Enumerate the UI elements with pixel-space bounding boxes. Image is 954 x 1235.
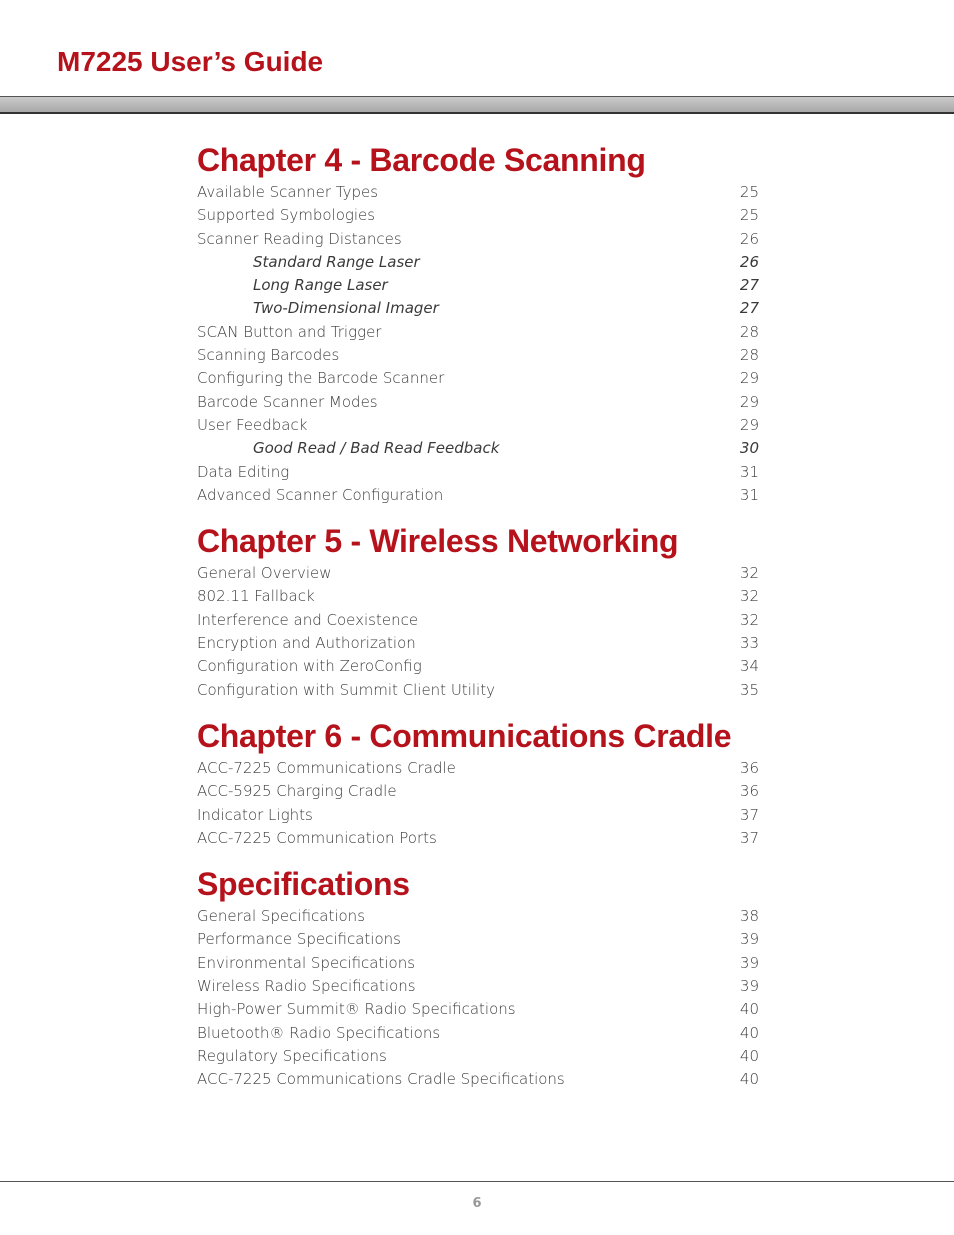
toc-entry[interactable] — [197, 827, 759, 850]
toc-entry-label: Two-Dimensional Imager — [253, 299, 439, 318]
toc-entry[interactable] — [197, 344, 759, 367]
toc-entry-label: Advanced Scanner Configuration — [197, 485, 444, 504]
toc-entry-page-number: 37 — [739, 805, 759, 824]
specifications-section — [197, 863, 759, 1091]
chapter-6-section — [197, 715, 759, 850]
header-bar — [0, 96, 954, 114]
toc-entry-label: Indicator Lights — [197, 805, 313, 824]
toc-entry-label: Configuring the Barcode Scanner — [197, 369, 445, 388]
toc-entry-page-number: 35 — [739, 680, 759, 699]
toc-entry-page-number: 40 — [739, 1046, 759, 1065]
toc-entry-label: Environmental Specifications — [197, 953, 416, 972]
toc-entry-page-number: 38 — [739, 907, 759, 926]
toc-entry-label: Data Editing — [197, 462, 290, 481]
toc-entry-label: ACC-5925 Charging Cradle — [197, 782, 397, 801]
toc-entry[interactable] — [197, 367, 759, 390]
toc-entry-page-number: 33 — [739, 634, 759, 653]
toc-entry-label: Long Range Laser — [253, 276, 388, 295]
toc-entry[interactable] — [197, 181, 759, 204]
toc-entry[interactable] — [197, 414, 759, 437]
toc-entry-page-number: 32 — [739, 587, 759, 606]
toc-entry-page-number: 39 — [739, 977, 759, 996]
toc-entry-label: Good Read / Bad Read Feedback — [253, 439, 500, 458]
chapter-title[interactable]: Specifications — [197, 866, 410, 903]
toc-entry[interactable] — [197, 391, 759, 414]
toc-entry[interactable] — [197, 975, 759, 998]
toc-list — [197, 757, 759, 850]
toc-entry-page-number: 31 — [739, 462, 759, 481]
toc-entry-page-number: 31 — [739, 485, 759, 504]
page-number: 6 — [472, 1196, 482, 1211]
toc-entry[interactable] — [197, 585, 759, 608]
toc-entry-label: Scanner Reading Distances — [197, 229, 402, 248]
toc-entry-label: ACC-7225 Communication Ports — [197, 828, 437, 847]
toc-entry-page-number: 39 — [739, 930, 759, 949]
toc-entry[interactable] — [197, 905, 759, 928]
toc-entry[interactable] — [197, 632, 759, 655]
toc-entry[interactable] — [197, 562, 759, 585]
toc-entry[interactable] — [197, 804, 759, 827]
toc-entry-page-number: 30 — [739, 439, 759, 458]
toc-entry-page-number: 37 — [739, 828, 759, 847]
toc-entry[interactable] — [197, 484, 759, 507]
toc-entry-label: Scanning Barcodes — [197, 346, 340, 365]
toc-entry-label: Interference and Coexistence — [197, 610, 419, 629]
toc-entry-page-number: 36 — [739, 758, 759, 777]
toc-subentry[interactable] — [197, 297, 759, 320]
toc-entry-page-number: 27 — [739, 276, 759, 295]
toc-entry-page-number: 40 — [739, 1023, 759, 1042]
toc-entry-page-number: 40 — [739, 1000, 759, 1019]
toc-entry-label: High-Power Summit® Radio Specifications — [197, 1000, 516, 1019]
toc-entry-label: Encryption and Authorization — [197, 634, 416, 653]
toc-entry[interactable] — [197, 321, 759, 344]
toc-entry-page-number: 26 — [739, 252, 759, 271]
toc-entry-label: Supported Symbologies — [197, 206, 376, 225]
toc-entry[interactable] — [197, 1022, 759, 1045]
toc-entry-page-number: 25 — [739, 206, 759, 225]
toc-entry-label: Configuration with ZeroConfig — [197, 657, 422, 676]
toc-entry-label: Performance Specifications — [197, 930, 401, 949]
toc-entry[interactable] — [197, 928, 759, 951]
footer-divider — [0, 1181, 954, 1182]
table-of-contents — [197, 139, 759, 1105]
toc-entry-label: Wireless Radio Specifications — [197, 977, 416, 996]
toc-entry-label: 802.11 Fallback — [197, 587, 315, 606]
toc-list — [197, 181, 759, 507]
toc-entry-label: SCAN Button and Trigger — [197, 322, 382, 341]
toc-entry-label: General Overview — [197, 564, 332, 583]
toc-entry-page-number: 32 — [739, 564, 759, 583]
toc-entry-label: ACC-7225 Communications Cradle Specifications — [197, 1070, 565, 1089]
toc-entry[interactable] — [197, 952, 759, 975]
toc-entry-page-number: 32 — [739, 610, 759, 629]
toc-entry[interactable] — [197, 204, 759, 227]
toc-entry-page-number: 25 — [739, 183, 759, 201]
toc-entry-page-number: 26 — [739, 229, 759, 248]
toc-entry[interactable] — [197, 655, 759, 678]
toc-entry-page-number: 29 — [739, 369, 759, 388]
toc-entry[interactable] — [197, 609, 759, 632]
toc-entry[interactable] — [197, 1045, 759, 1068]
toc-entry[interactable] — [197, 998, 759, 1021]
chapter-title[interactable]: Chapter 5 - Wireless Networking — [197, 523, 679, 560]
toc-entry-label: Available Scanner Types — [197, 183, 379, 201]
toc-list — [197, 905, 759, 1091]
toc-entry-page-number: 34 — [739, 657, 759, 676]
toc-entry-page-number: 28 — [739, 346, 759, 365]
chapter-5-section — [197, 520, 759, 702]
toc-entry[interactable] — [197, 1068, 759, 1091]
toc-subentry[interactable] — [197, 251, 759, 274]
toc-entry-label: Configuration with Summit Client Utility — [197, 680, 495, 699]
toc-subentry[interactable] — [197, 437, 759, 460]
toc-entry-page-number: 29 — [739, 392, 759, 411]
toc-entry-page-number: 39 — [739, 953, 759, 972]
toc-entry[interactable] — [197, 757, 759, 780]
toc-entry-page-number: 28 — [739, 322, 759, 341]
toc-entry[interactable] — [197, 780, 759, 803]
toc-entry-label: Standard Range Laser — [253, 252, 420, 271]
toc-subentry[interactable] — [197, 274, 759, 297]
toc-entry-page-number: 40 — [739, 1070, 759, 1089]
toc-entry-page-number: 29 — [739, 415, 759, 434]
toc-entry-label: General Specifications — [197, 907, 366, 926]
chapter-title[interactable]: Chapter 4 - Barcode Scanning — [197, 142, 646, 178]
toc-entry-label: User Feedback — [197, 415, 308, 434]
document-title: M7225 User’s Guide — [57, 46, 324, 77]
toc-entry-page-number: 27 — [739, 299, 759, 318]
toc-entry[interactable] — [197, 228, 759, 251]
chapter-4-section — [197, 139, 759, 507]
toc-entry-label: Barcode Scanner Modes — [197, 392, 378, 411]
toc-entry[interactable] — [197, 679, 759, 702]
toc-list — [197, 562, 759, 702]
toc-entry-page-number: 36 — [739, 782, 759, 801]
toc-entry-label: ACC-7225 Communications Cradle — [197, 758, 456, 777]
toc-entry-label: Bluetooth® Radio Specifications — [197, 1023, 441, 1042]
chapter-title[interactable]: Chapter 6 - Communications Cradle — [197, 717, 732, 754]
toc-entry[interactable] — [197, 461, 759, 484]
toc-entry-label: Regulatory Specifications — [197, 1046, 387, 1065]
